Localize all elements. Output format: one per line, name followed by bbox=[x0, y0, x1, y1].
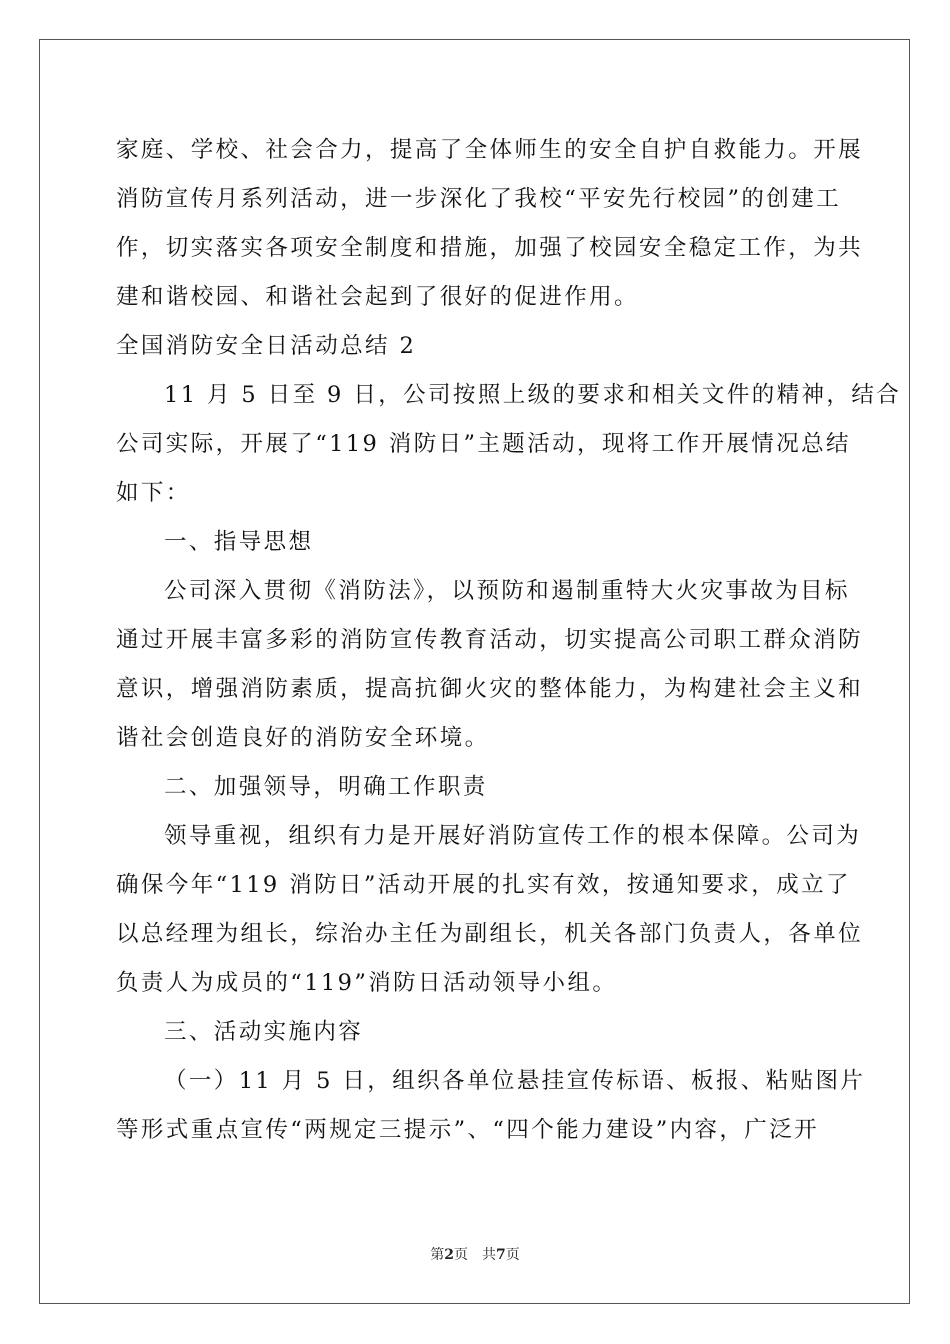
page-suffix: 页 bbox=[454, 1247, 468, 1263]
text-line: 谐社会创造良好的消防安全环境。 bbox=[116, 725, 490, 751]
text-line: 等形式重点宣传“两规定三提示”、“四个能力建设”内容，广泛开 bbox=[116, 1117, 820, 1143]
text-line: 11 月 5 日至 9 日，公司按照上级的要求和相关文件的精神，结合 bbox=[164, 382, 902, 408]
page-prefix: 第 bbox=[430, 1247, 445, 1263]
total-pages: 7 bbox=[496, 1247, 506, 1263]
text-line: 负责人为成员的“119”消防日活动领导小组。 bbox=[116, 970, 618, 996]
text-line: 家庭、学校、社会合力，提高了全体师生的安全自护自救能力。开展 bbox=[116, 137, 864, 163]
section-title: 全国消防安全日活动总结 2 bbox=[116, 333, 417, 359]
text-line: 公司实际，开展了“119 消防日”主题活动，现将工作开展情况总结 bbox=[116, 431, 851, 457]
heading-guiding-ideology: 一、指导思想 bbox=[164, 529, 314, 555]
text-line: 以总经理为组长，综治办主任为副组长，机关各部门负责人，各单位 bbox=[116, 921, 864, 947]
page-number: 2 bbox=[444, 1247, 454, 1263]
text-line: 作，切实落实各项安全制度和措施，加强了校园安全稳定工作，为共 bbox=[116, 235, 864, 261]
text-line: 领导重视，组织有力是开展好消防宣传工作的根本保障。公司为 bbox=[164, 823, 862, 849]
total-suffix: 页 bbox=[505, 1247, 520, 1263]
total-prefix: 共 bbox=[482, 1247, 496, 1263]
page-footer bbox=[0, 1246, 950, 1264]
text-line: 公司深入贯彻《消防法》，以预防和遏制重特大火灾事故为目标 bbox=[164, 578, 850, 604]
text-line: 消防宣传月系列活动，进一步深化了我校“平安先行校园”的创建工 bbox=[116, 186, 842, 212]
document-body bbox=[116, 126, 902, 1155]
text-line: 意识，增强消防素质，提高抗御火灾的整体能力，为构建社会主义和 bbox=[116, 676, 864, 702]
text-line: 通过开展丰富多彩的消防宣传教育活动，切实提高公司职工群众消防 bbox=[116, 627, 864, 653]
text-line: 如下： bbox=[116, 480, 191, 506]
text-line: 确保今年“119 消防日”活动开展的扎实有效，按通知要求，成立了 bbox=[116, 872, 851, 898]
text-line: （一）11 月 5 日，组织各单位悬挂宣传标语、板报、粘贴图片 bbox=[164, 1068, 866, 1094]
heading-leadership: 二、加强领导，明确工作职责 bbox=[164, 774, 488, 800]
text-line: 建和谐校园、和谐社会起到了很好的促进作用。 bbox=[116, 284, 639, 310]
heading-activities: 三、活动实施内容 bbox=[164, 1019, 364, 1045]
